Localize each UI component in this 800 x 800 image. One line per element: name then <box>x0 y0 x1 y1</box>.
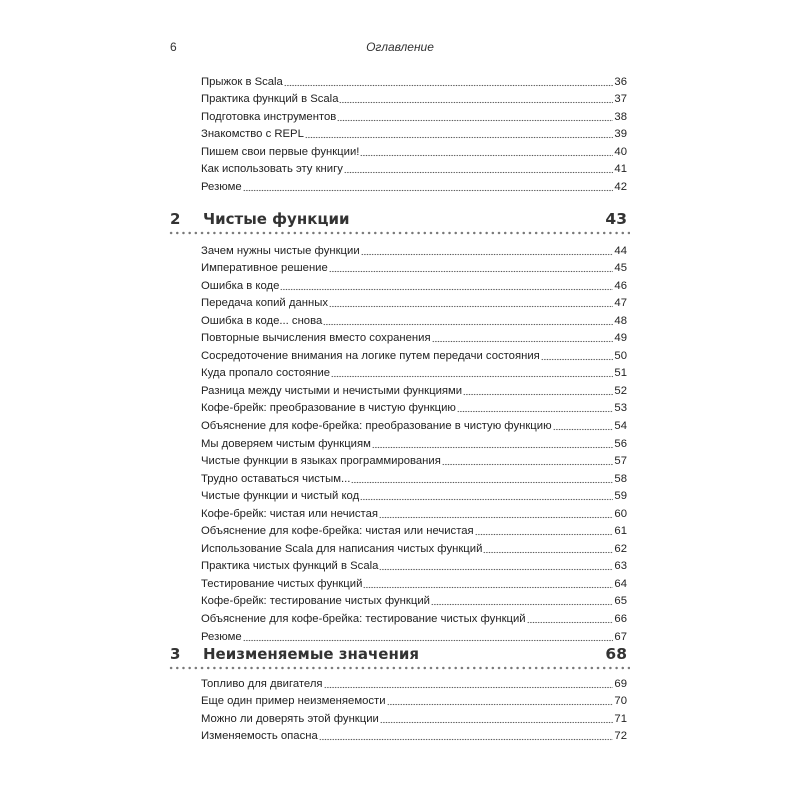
toc-entry-page: 39 <box>614 128 627 141</box>
toc-entry <box>201 726 627 744</box>
chapter-page: 68 <box>605 645 627 663</box>
toc-entry-title: Чистые функции и чистый код <box>201 490 360 503</box>
toc-entry <box>201 240 627 258</box>
toc-entry-page: 58 <box>614 472 627 485</box>
toc-entry <box>201 538 627 556</box>
chapter-title: Чистые функции <box>203 210 350 228</box>
toc-entry-page: 50 <box>614 349 627 362</box>
toc-entry-title: Объяснение для кофе-брейка: тестирование чистых функций <box>201 613 526 626</box>
dot-leader <box>363 579 613 589</box>
dot-leader <box>339 94 613 104</box>
dot-leader <box>331 368 613 378</box>
dot-leader <box>243 632 614 642</box>
dot-leader <box>483 544 613 554</box>
dot-leader <box>329 263 614 273</box>
toc-entry-title: Объяснение для кофе-брейка: чистая или нечистая <box>201 525 474 538</box>
toc-entry-page: 48 <box>614 314 627 327</box>
toc-entry <box>201 380 627 398</box>
toc-entry-page: 44 <box>614 244 627 257</box>
dot-leader <box>280 281 613 291</box>
toc-entry-title: Объяснение для кофе-брейка: преобразование в чистую функцию <box>201 420 552 433</box>
toc-chapter-3-entries <box>201 673 627 743</box>
toc-entry-title: Куда пропало состояние <box>201 367 331 380</box>
toc-entry-page: 38 <box>614 110 627 123</box>
toc-entry-title: Практика чистых функций в Scala <box>201 560 379 573</box>
toc-entry-title: Мы доверяем чистым функциям <box>201 437 371 450</box>
dot-leader <box>457 403 614 413</box>
toc-entry-title: Подготовка инструментов <box>201 110 337 123</box>
dot-leader <box>380 714 614 724</box>
toc-entry <box>201 433 627 451</box>
toc-entry-page: 36 <box>614 75 627 88</box>
dot-leader <box>319 731 614 741</box>
toc-entry-page: 45 <box>614 262 627 275</box>
toc-entry <box>201 159 627 177</box>
dot-leader <box>553 421 614 431</box>
toc-entry <box>201 293 627 311</box>
toc-entry-title: Разница между чистыми и нечистыми функциями <box>201 384 463 397</box>
toc-entry-title: Еще один пример неизменяемости <box>201 695 386 708</box>
toc-entry-title: Прыжок в Scala <box>201 75 283 88</box>
toc-entry <box>201 691 627 709</box>
toc-entry-title: Императивное решение <box>201 262 328 275</box>
toc-entry <box>201 275 627 293</box>
toc-entry-title: Сосредоточение внимания на логике путем передачи состояния <box>201 349 540 362</box>
toc-entry-title: Как использовать эту книгу <box>201 163 343 176</box>
dot-leader <box>305 129 614 139</box>
toc-entry <box>201 573 627 591</box>
toc-entry-title: Можно ли доверять этой функции <box>201 712 379 725</box>
toc-entry <box>201 124 627 142</box>
dot-leader <box>284 77 614 87</box>
chapter-page: 43 <box>605 210 627 228</box>
dot-leader <box>329 298 613 308</box>
toc-entry-page: 52 <box>614 384 627 397</box>
dot-leader <box>360 491 613 501</box>
dot-leader <box>431 596 613 606</box>
toc-entry-page: 41 <box>614 163 627 176</box>
toc-entry-title: Тестирование чистых функций <box>201 577 363 590</box>
page-number: 6 <box>170 40 177 54</box>
toc-entry-page: 54 <box>614 420 627 433</box>
toc-entry-page: 42 <box>614 180 627 193</box>
toc-entry <box>201 106 627 124</box>
dot-leader <box>463 386 613 396</box>
toc-entry-title: Кофе-брейк: чистая или нечистая <box>201 507 378 520</box>
dot-leader <box>379 561 613 571</box>
dot-leader <box>323 316 613 326</box>
toc-entry-page: 72 <box>614 730 627 743</box>
dot-leader <box>344 164 614 174</box>
toc-entry-title: Резюме <box>201 180 242 193</box>
toc-entry <box>201 89 627 107</box>
toc-entry <box>201 398 627 416</box>
chapter-number: 2 <box>170 210 181 228</box>
toc-entry-title: Передача копий данных <box>201 297 329 310</box>
chapter-title: Неизменяемые значения <box>203 645 419 663</box>
toc-entry-title: Чистые функции в языках программирования <box>201 455 441 468</box>
toc-entry-page: 59 <box>614 490 627 503</box>
toc-entry <box>201 486 627 504</box>
toc-chapter-2-entries <box>201 240 627 644</box>
toc-entry-title: Практика функций в Scala <box>201 93 339 106</box>
toc-entry <box>201 591 627 609</box>
dot-leader <box>351 474 613 484</box>
toc-entry <box>201 468 627 486</box>
toc-entry-title: Использование Scala для написания чистых функций <box>201 542 483 555</box>
toc-entry-page: 53 <box>614 402 627 415</box>
dot-leader <box>527 614 614 624</box>
toc-entry <box>201 503 627 521</box>
toc-entry-title: Кофе-брейк: тестирование чистых функций <box>201 595 430 608</box>
toc-entry <box>201 556 627 574</box>
dot-leader <box>360 147 613 157</box>
toc-entry-page: 62 <box>614 542 627 555</box>
toc-entry-page: 47 <box>614 297 627 310</box>
toc-entry-page: 49 <box>614 332 627 345</box>
dot-leader <box>442 456 614 466</box>
toc-entry-title: Ошибка в коде... снова <box>201 314 323 327</box>
toc-entry-page: 46 <box>614 279 627 292</box>
toc-entry-title: Топливо для двигателя <box>201 677 323 690</box>
toc-entry <box>201 328 627 346</box>
toc-entry <box>201 608 627 626</box>
dot-leader <box>432 333 614 343</box>
toc-entry-page: 57 <box>614 455 627 468</box>
toc-entry <box>201 363 627 381</box>
toc-section-1 <box>201 71 627 194</box>
toc-entry-page: 56 <box>614 437 627 450</box>
toc-entry-page: 70 <box>614 695 627 708</box>
toc-entry-page: 63 <box>614 560 627 573</box>
toc-entry <box>201 626 627 644</box>
toc-entry-title: Повторные вычисления вместо сохранения <box>201 332 431 345</box>
toc-entry-page: 37 <box>614 93 627 106</box>
toc-entry-title: Знакомство с REPL <box>201 128 304 141</box>
toc-entry <box>201 71 627 89</box>
toc-entry <box>201 451 627 469</box>
toc-entry-title: Пишем свои первые функции! <box>201 145 360 158</box>
dot-leader <box>361 246 614 256</box>
toc-entry-title: Кофе-брейк: преобразование в чистую функцию <box>201 402 456 415</box>
toc-entry-page: 60 <box>614 507 627 520</box>
toc-entry-page: 65 <box>614 595 627 608</box>
toc-entry-page: 67 <box>614 630 627 643</box>
toc-entry-title: Ошибка в коде <box>201 279 280 292</box>
toc-entry <box>201 141 627 159</box>
toc-entry-page: 61 <box>614 525 627 538</box>
toc-entry <box>201 258 627 276</box>
running-title: Оглавление <box>366 40 434 54</box>
dot-leader <box>387 696 614 706</box>
toc-entry-title: Изменяемость опасна <box>201 730 318 743</box>
toc-entry <box>201 310 627 328</box>
chapter-rule <box>168 231 630 235</box>
toc-entry-page: 51 <box>614 367 627 380</box>
dot-leader <box>475 526 614 536</box>
chapter-number: 3 <box>170 645 181 663</box>
chapter-rule <box>168 666 630 670</box>
toc-entry-page: 66 <box>614 613 627 626</box>
toc-entry <box>201 176 627 194</box>
toc-entry <box>201 345 627 363</box>
chapter-heading-2 <box>170 210 627 228</box>
toc-entry-page: 64 <box>614 577 627 590</box>
toc-entry-title: Трудно оставаться чистым... <box>201 472 351 485</box>
toc-entry-title: Зачем нужны чистые функции <box>201 244 360 257</box>
dot-leader <box>379 509 613 519</box>
dot-leader <box>324 679 614 689</box>
toc-entry-title: Резюме <box>201 630 242 643</box>
dot-leader <box>243 182 614 192</box>
dot-leader <box>337 112 613 122</box>
toc-entry-page: 71 <box>614 712 627 725</box>
toc-entry <box>201 673 627 691</box>
toc-entry <box>201 415 627 433</box>
dot-leader <box>372 439 614 449</box>
dot-leader <box>541 351 614 361</box>
toc-entry-page: 40 <box>614 145 627 158</box>
toc-entry-page: 69 <box>614 677 627 690</box>
toc-entry <box>201 708 627 726</box>
chapter-heading-3 <box>170 645 627 663</box>
toc-entry <box>201 521 627 539</box>
